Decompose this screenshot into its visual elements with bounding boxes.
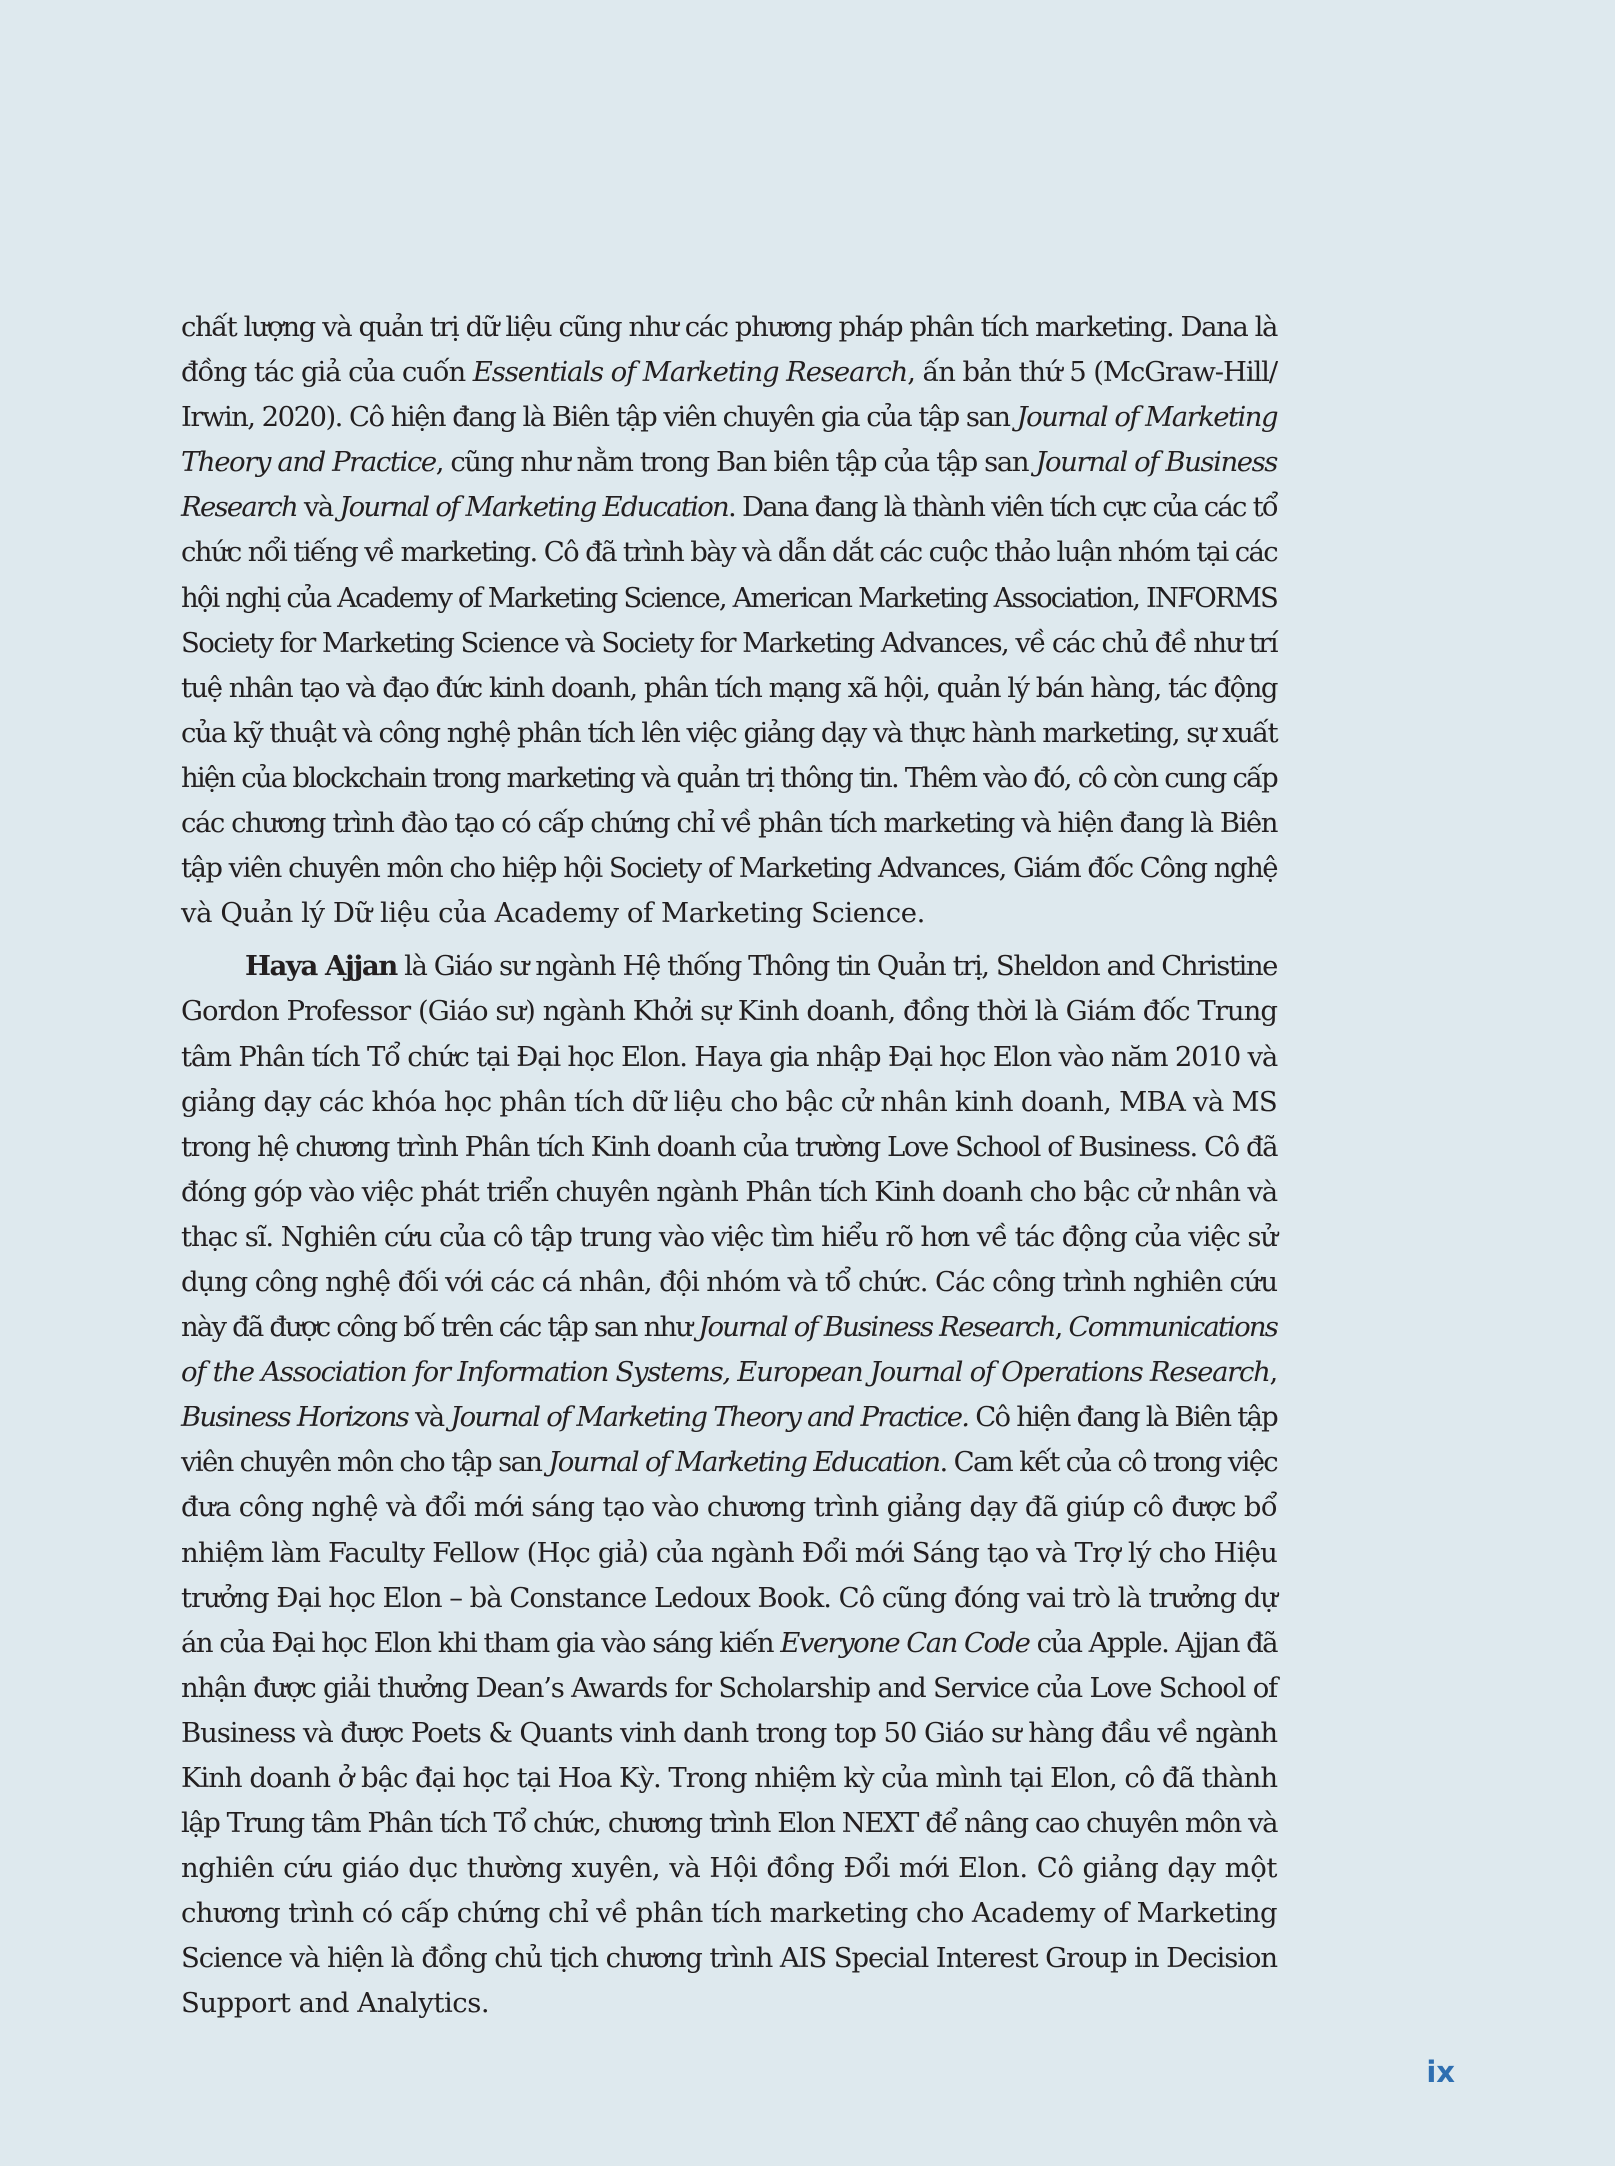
text-line bbox=[181, 1711, 1277, 1756]
text-run: nhận được giải thưởng Dean’s Awards for Scholarship and Service của Love School of bbox=[181, 1671, 1277, 1704]
text-run: of the Association for Information Systems, European Journal of Operations Research bbox=[181, 1356, 1270, 1389]
body-text bbox=[181, 305, 1277, 2027]
text-run: đồng tác giả của cuốn bbox=[181, 356, 473, 389]
text-line bbox=[181, 621, 1277, 666]
text-line bbox=[181, 1440, 1277, 1485]
page-number: ix bbox=[1426, 2055, 1455, 2089]
text-line bbox=[181, 1395, 1277, 1440]
text-run: nghiên cứu giáo dục thường xuyên, và Hội đồng Đổi mới Elon. Cô giảng dạy một bbox=[181, 1852, 1277, 1885]
text-run: Research bbox=[181, 491, 297, 524]
text-line bbox=[181, 1531, 1277, 1576]
text-run: Science và hiện là đồng chủ tịch chương trình AIS Special Interest Group in Decision bbox=[181, 1942, 1277, 1975]
text-line bbox=[181, 944, 1277, 989]
text-run: , bbox=[1054, 1311, 1069, 1344]
text-run: , ấn bản thứ 5 (McGraw-Hill/ bbox=[907, 356, 1278, 389]
text-run: Essentials of Marketing Research bbox=[472, 356, 908, 389]
text-run: Gordon Professor (Giáo sư) ngành Khởi sự Kinh doanh, đồng thời là Giám đốc Trung bbox=[181, 995, 1277, 1028]
text-run: này đã được công bố trên các tập san như bbox=[181, 1311, 699, 1344]
text-line bbox=[181, 350, 1277, 395]
text-line bbox=[181, 756, 1277, 801]
text-run: trong hệ chương trình Phân tích Kinh doanh của trường Love School of Business. Cô đã bbox=[181, 1130, 1277, 1163]
text-run: Journal of Marketing Education bbox=[548, 1446, 940, 1479]
text-run: Kinh doanh ở bậc đại học tại Hoa Kỳ. Trong nhiệm kỳ của mình tại Elon, cô đã thành bbox=[181, 1762, 1277, 1794]
text-run: hiện của blockchain trong marketing và quản trị thông tin. Thêm vào đó, cô còn cung cấp bbox=[181, 761, 1277, 794]
text-line bbox=[181, 846, 1277, 891]
text-line bbox=[181, 1350, 1277, 1395]
text-run: giảng dạy các khóa học phân tích dữ liệu cho bậc cử nhân kinh doanh, MBA và MS bbox=[181, 1085, 1277, 1118]
text-line bbox=[181, 1080, 1277, 1125]
text-run: của Apple. Ajjan đã bbox=[1029, 1626, 1277, 1659]
author-name: Haya Ajjan bbox=[245, 950, 397, 983]
text-run: Journal of Marketing Education bbox=[339, 491, 728, 524]
paragraph-dana-bio bbox=[181, 305, 1277, 936]
text-line bbox=[181, 1846, 1277, 1891]
text-line bbox=[181, 530, 1277, 575]
text-line bbox=[181, 711, 1277, 756]
text-run: chất lượng và quản trị dữ liệu cũng như các phương pháp phân tích marketing. Dana là bbox=[181, 311, 1277, 343]
text-line bbox=[181, 1215, 1277, 1260]
text-run: Support and Analytics. bbox=[181, 1987, 490, 2020]
text-line bbox=[181, 1576, 1277, 1621]
text-run: và bbox=[296, 491, 340, 524]
text-run: và bbox=[408, 1401, 451, 1434]
text-run: . Cam kết của cô trong việc bbox=[939, 1446, 1278, 1479]
text-line bbox=[181, 485, 1277, 530]
text-run: tập viên chuyên môn cho hiệp hội Society of Marketing Advances, Giám đốc Công nghệ bbox=[181, 852, 1277, 885]
text-line bbox=[181, 576, 1277, 621]
text-run: Cô hiện đang là Biên tập bbox=[968, 1401, 1277, 1434]
text-line bbox=[181, 1125, 1277, 1170]
text-line bbox=[181, 1666, 1277, 1711]
paragraph-haya-ajjan-bio bbox=[181, 944, 1277, 2026]
text-run: Journal of Business bbox=[1035, 446, 1277, 479]
text-run: án của Đại học Elon khi tham gia vào sáng kiến bbox=[181, 1626, 781, 1659]
text-line bbox=[181, 1936, 1277, 1981]
text-line bbox=[181, 1260, 1277, 1305]
text-line bbox=[181, 1981, 1277, 2026]
text-line bbox=[181, 1756, 1277, 1801]
text-line bbox=[181, 1801, 1277, 1846]
text-run: Business Horizons bbox=[181, 1401, 408, 1434]
text-line bbox=[181, 891, 1277, 936]
text-run: , cũng như nằm trong Ban biên tập của tập san bbox=[435, 446, 1036, 479]
text-line bbox=[181, 1305, 1277, 1350]
text-run: Journal of Business Research bbox=[698, 1311, 1055, 1344]
text-line bbox=[181, 1035, 1277, 1080]
text-run: Journal of Marketing bbox=[1016, 401, 1277, 434]
text-line bbox=[181, 440, 1277, 485]
text-run: Business và được Poets & Quants vinh danh trong top 50 Giáo sư hàng đầu về ngành bbox=[181, 1716, 1277, 1749]
text-run: đưa công nghệ và đổi mới sáng tạo vào chương trình giảng dạy đã giúp cô được bổ bbox=[181, 1491, 1277, 1524]
text-line bbox=[181, 395, 1277, 440]
text-run: tuệ nhân tạo và đạo đức kinh doanh, phân tích mạng xã hội, quản lý bán hàng, tác động bbox=[181, 671, 1277, 704]
text-line bbox=[181, 1891, 1277, 1936]
text-run: đóng góp vào việc phát triển chuyên ngành Phân tích Kinh doanh cho bậc cử nhân và bbox=[181, 1175, 1277, 1208]
text-line bbox=[181, 801, 1277, 846]
text-run: chức nổi tiếng về marketing. Cô đã trình bày và dẫn dắt các cuộc thảo luận nhóm tại các bbox=[181, 536, 1277, 569]
text-run: tâm Phân tích Tổ chức tại Đại học Elon. Haya gia nhập Đại học Elon vào năm 2010 và bbox=[181, 1040, 1277, 1073]
text-run: Irwin, 2020). Cô hiện đang là Biên tập viên chuyên gia của tập san bbox=[181, 401, 1017, 434]
text-run: và Quản lý Dữ liệu của Academy of Marketing Science. bbox=[181, 897, 925, 930]
text-line bbox=[181, 1485, 1277, 1530]
text-run: Journal of Marketing Theory and Practice. bbox=[450, 1401, 969, 1434]
text-run: lập Trung tâm Phân tích Tổ chức, chương trình Elon NEXT để nâng cao chuyên môn và bbox=[181, 1807, 1277, 1840]
text-run: dụng công nghệ đối với các cá nhân, đội nhóm và tổ chức. Các công trình nghiên cứu bbox=[181, 1265, 1277, 1298]
text-run: của kỹ thuật và công nghệ phân tích lên việc giảng dạy và thực hành marketing, sự xuất bbox=[181, 716, 1277, 749]
text-run: chương trình có cấp chứng chỉ về phân tích marketing cho Academy of Marketing bbox=[181, 1897, 1277, 1930]
text-line bbox=[181, 305, 1277, 350]
text-run: nhiệm làm Faculty Fellow (Học giả) của ngành Đổi mới Sáng tạo và Trợ lý cho Hiệu bbox=[181, 1536, 1277, 1569]
text-line bbox=[181, 1170, 1277, 1215]
text-line bbox=[181, 1621, 1277, 1666]
text-run: hội nghị của Academy of Marketing Science, American Marketing Association, INFORMS bbox=[181, 581, 1277, 614]
text-run: Theory and Practice bbox=[181, 446, 436, 479]
text-run: , bbox=[1269, 1356, 1277, 1389]
text-run: Everyone Can Code bbox=[780, 1626, 1030, 1659]
text-run: Society for Marketing Science và Society for Marketing Advances, về các chủ đề như trí bbox=[181, 626, 1277, 659]
text-line bbox=[181, 989, 1277, 1034]
text-run: trưởng Đại học Elon – bà Constance Ledoux Book. Cô cũng đóng vai trò là trưởng dự bbox=[181, 1581, 1277, 1614]
text-run: viên chuyên môn cho tập san bbox=[181, 1446, 549, 1479]
text-line bbox=[181, 666, 1277, 711]
text-run: thạc sĩ. Nghiên cứu của cô tập trung vào việc tìm hiểu rõ hơn về tác động của việc sử bbox=[181, 1220, 1277, 1253]
text-run: các chương trình đào tạo có cấp chứng chỉ về phân tích marketing và hiện đang là Biên bbox=[181, 807, 1277, 840]
text-run: Communications bbox=[1068, 1311, 1278, 1344]
text-run: . Dana đang là thành viên tích cực của các tổ bbox=[727, 491, 1277, 524]
text-run: là Giáo sư ngành Hệ thống Thông tin Quản trị, Sheldon and Christine bbox=[396, 950, 1277, 983]
